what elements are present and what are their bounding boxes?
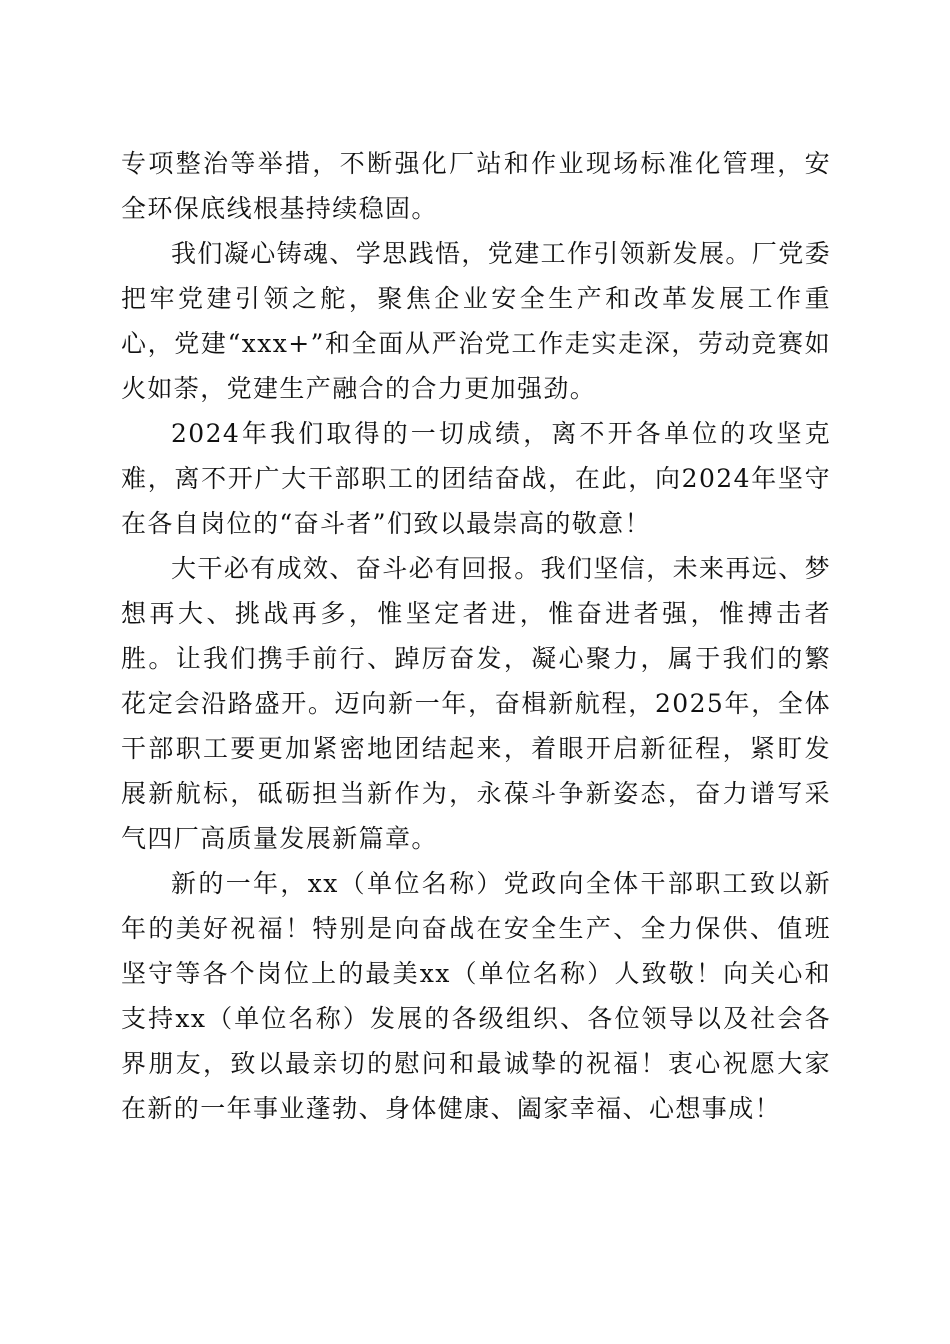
paragraph-4: 大干必有成效、奋斗必有回报。我们坚信，未来再远、梦想再大、挑战再多，惟坚定者进，惟奋进者强，惟搏击者胜。让我们携手前行、踔厉奋发，凝心聚力，属于我们的繁花定会沿路盛开。迈向新一年，奋楫新航程，2025年，全体干部职工要更加紧密地团结起来，着眼开启新征程，紧盯发展新航标，砥砺担当新作为，永葆斗争新姿态，奋力谱写采气四厂高质量发展新篇章。 <box>121 554 832 853</box>
paragraph-3: 2024年我们取得的一切成绩，离不开各单位的攻坚克难，离不开广大干部职工的团结奋战，在此，向2024年坚守在各自岗位的“奋斗者”们致以最崇高的敬意！ <box>121 419 831 538</box>
paragraph-5: 新的一年，xx（单位名称）党政向全体干部职工致以新年的美好祝福！特别是向奋战在安全生产、全力保供、值班坚守等各个岗位上的最美xx（单位名称）人致敬！向关心和支持xx（单位名称）发展的各级组织、各位领导以及社会各界朋友，致以最亲切的慰问和最诚挚的祝福！衷心祝愿大家在新的一年事业蓬勃、身体健康、阖家幸福、心想事成！ <box>121 869 831 1123</box>
document-body <box>121 141 831 1131</box>
paragraph-1: 专项整治等举措，不断强化厂站和作业现场标准化管理，安全环保底线根基持续稳固。 <box>121 149 831 223</box>
paragraph-2: 我们凝心铸魂、学思践悟，党建工作引领新发展。厂党委把牢党建引领之舵，聚焦企业安全生产和改革发展工作重心，党建“xxx+”和全面从严治党工作走实走深，劳动竞赛如火如荼，党建生产融合的合力更加强劲。 <box>121 239 832 403</box>
